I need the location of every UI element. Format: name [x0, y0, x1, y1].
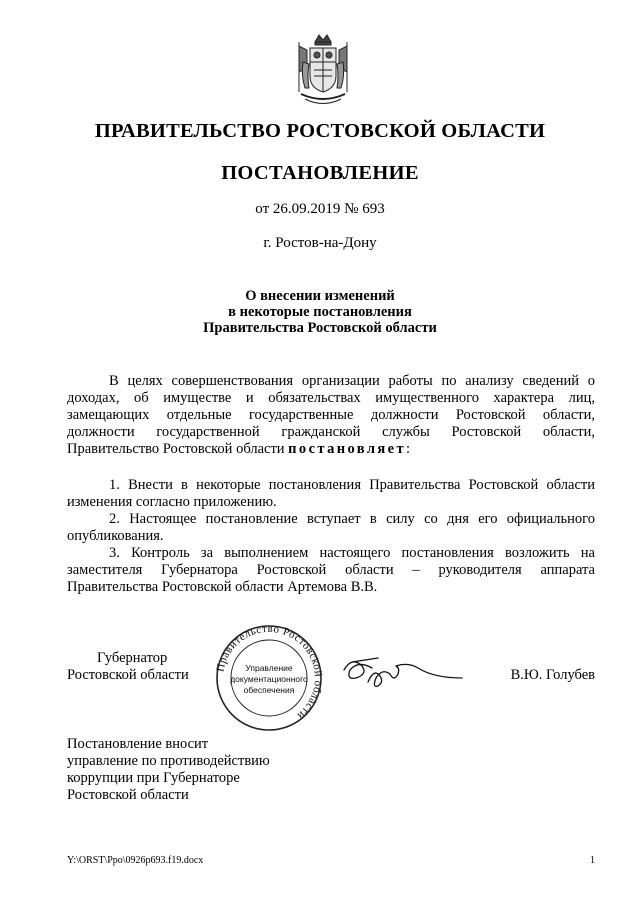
- signatory-name: В.Ю. Голубев: [510, 667, 595, 683]
- document-subject: [0, 288, 640, 336]
- resolution-item: 3. Контроль за выполнением настоящего постановления возложить на заместителя Губернатора Ростовской области – руководителя аппарата Правительства Ростовской области Артемова В.В.: [67, 545, 595, 595]
- page-number: 1: [590, 855, 595, 866]
- document-number: от 26.09.2019 № 693: [255, 201, 385, 217]
- subject-line: О внесении изменений: [245, 288, 395, 304]
- subject-line: в некоторые постановления: [228, 304, 412, 320]
- note-line: Постановление вносит: [67, 736, 209, 752]
- position-line: Губернатор: [97, 650, 168, 666]
- position-line: Ростовской области: [67, 667, 189, 683]
- note-line: управление по противодействию: [67, 753, 270, 769]
- seal-inner-text: Управление: [245, 663, 293, 673]
- document-place: г. Ростов-на-Дону: [263, 235, 377, 251]
- signatory-position: [67, 650, 207, 684]
- resolution-item: 2. Настоящее постановление вступает в силу со дня его официального опубликования.: [67, 511, 595, 544]
- note-line: Ростовской области: [67, 787, 189, 803]
- resolution-keyword: постановляет: [288, 441, 406, 457]
- intro-end: :: [405, 441, 411, 457]
- seal-inner-text: документационного: [230, 674, 308, 684]
- file-path: Y:\ORST\Ppo\0926p693.f19.docx: [67, 855, 204, 866]
- seal-ring-text: Правительство Ростовской области: [214, 623, 325, 722]
- coat-of-arms-icon: [293, 32, 353, 108]
- document-type: ПОСТАНОВЛЕНИЕ: [221, 162, 419, 184]
- resolution-item: 1. Внести в некоторые постановления Правительства Ростовской области изменения согласно приложению.: [67, 477, 595, 510]
- official-seal: [203, 623, 335, 733]
- handwritten-signature: [338, 648, 468, 698]
- note-line: коррупции при Губернаторе: [67, 770, 240, 786]
- intro-paragraph: [67, 373, 595, 458]
- government-title: ПРАВИТЕЛЬСТВО РОСТОВСКОЙ ОБЛАСТИ: [94, 120, 546, 142]
- submission-note: [67, 736, 307, 804]
- intro-text: В целях совершенствования организации работы по анализу сведений о доходах, об имуществе и обязательствах имущественного характера лиц, замещающих отдельные государственные должности Ростовской области, должности государственной гражданской службы Ростовской области, Правительство Ростовской области: [67, 373, 595, 457]
- subject-line: Правительства Ростовской области: [203, 320, 437, 336]
- seal-inner-text: обеспечения: [243, 685, 295, 695]
